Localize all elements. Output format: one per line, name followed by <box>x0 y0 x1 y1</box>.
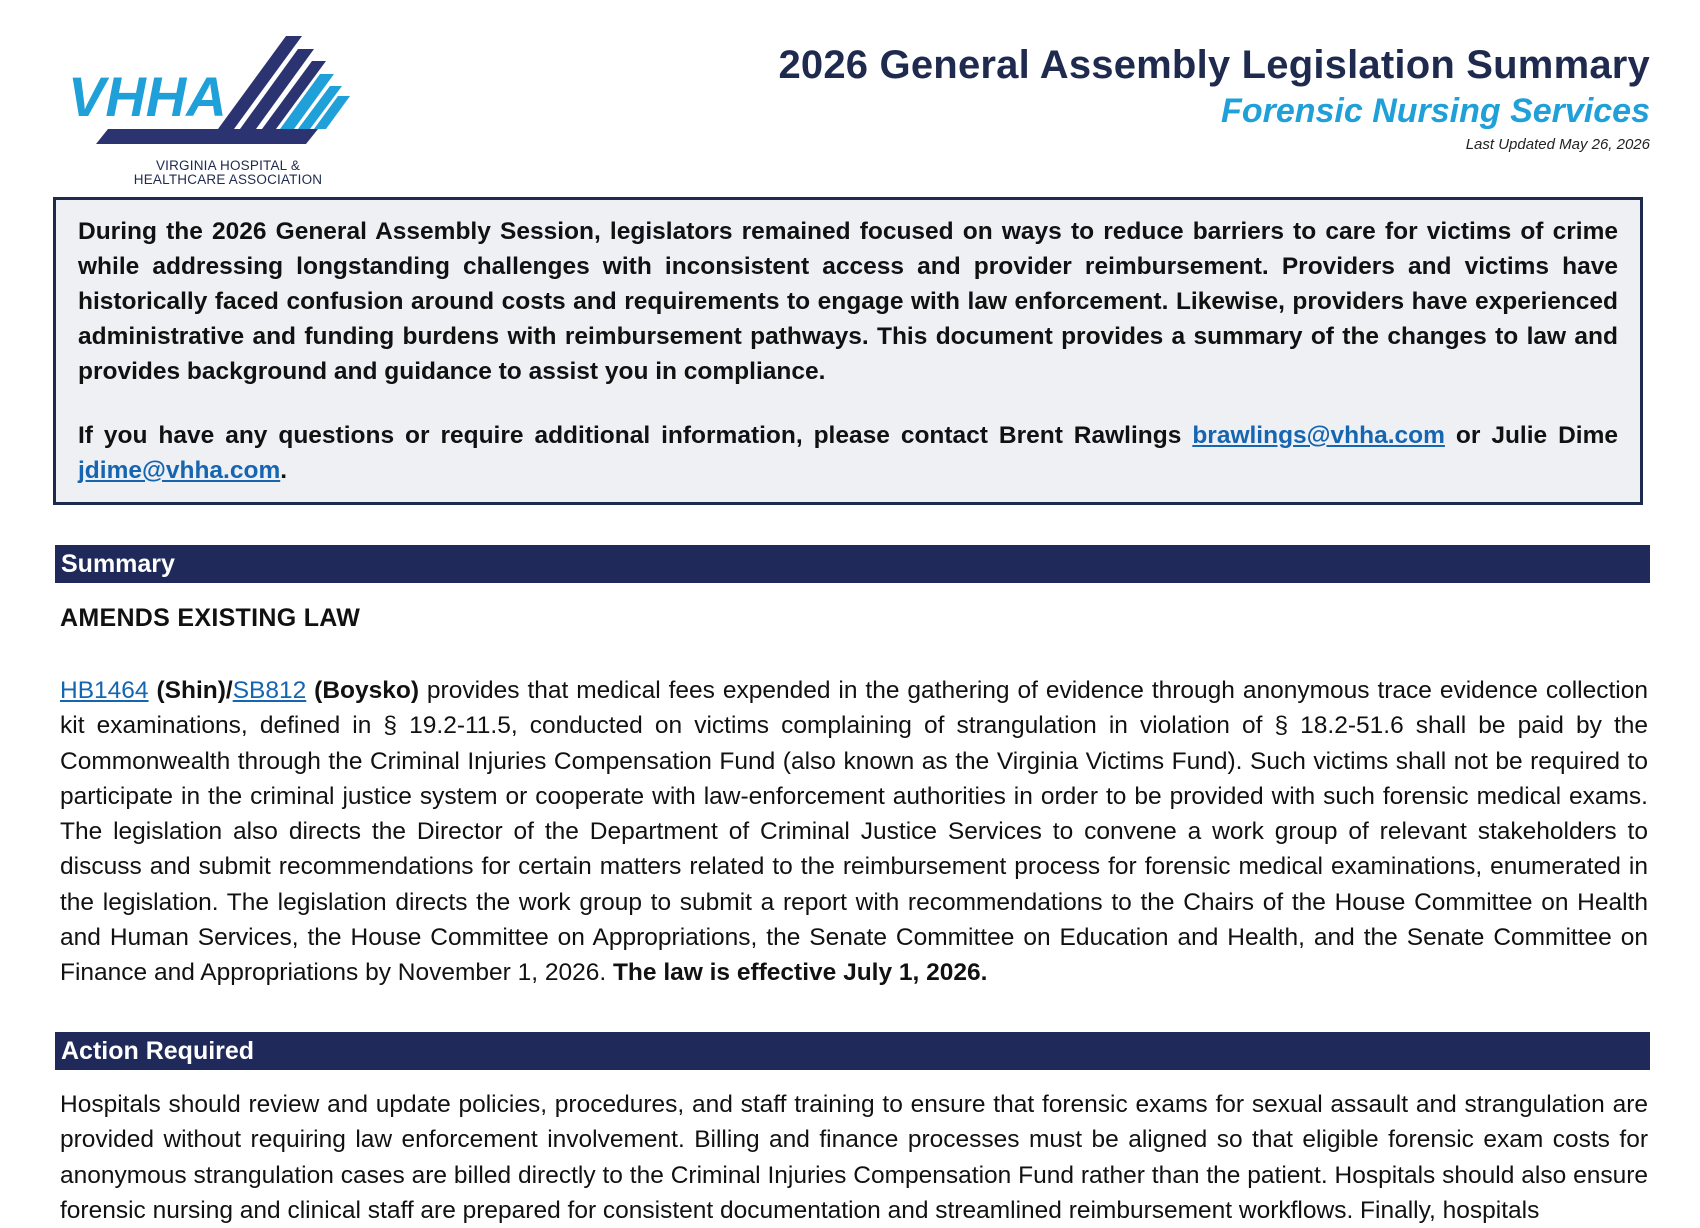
summary-body-text: provides that medical fees expended in the gathering of evidence through anonymous trace evidence collection kit examinations, defined in § 19.2-11.5, conducted on victims complaining of strangulation in violation of § 18.2-51.6 shall be paid by the Commonwealth through the Criminal Injuries Compensation Fund (also known as the Virginia Victims Fund). Such victims shall not be required to participate in the criminal justice system or cooperate with law-enforcement authorities in order to be provided with such forensic medical exams. The legislation also directs the Director of the Department of Criminal Justice Services to convene a work group of relevant stakeholders to discuss and submit recommendations for certain matters related to the reimbursement process for forensic medical examinations, enumerated in the legislation. The legislation directs the work group to submit a report with recommendations to the Chairs of the House Committee on Health and Human Services, the House Committee on Appropriations, the Senate Committee on Education and Health, and the Senate Committee on Finance and Appropriations by November 1, 2026. <box>60 677 1648 987</box>
email-link-brawlings[interactable]: brawlings@vhha.com <box>1192 422 1445 449</box>
section-header-summary: Summary <box>55 545 1650 583</box>
summary-subheading: AMENDS EXISTING LAW <box>60 604 361 632</box>
last-updated: Last Updated May 26, 2026 <box>1465 136 1650 153</box>
section-header-action-required: Action Required <box>55 1032 1650 1070</box>
contact-paragraph <box>78 418 1618 488</box>
email-link-jdime[interactable]: jdime@vhha.com <box>78 457 281 484</box>
vhha-logo-graphic <box>68 34 368 164</box>
bill2-sponsor: (Boysko) <box>306 677 419 704</box>
summary-body <box>60 673 1648 991</box>
effective-date: The law is effective July 1, 2026. <box>612 959 988 987</box>
action-body: Hospitals should review and update policies, procedures, and staff training to ensure that forensic exams for sexual assault and strangulation are provided without requiring law enforcement involvement. Billing and finance processes must be aligned so that eligible forensic exam costs for anonymous strangulation cases are billed directly to the Criminal Injuries Compensation Fund rather than the patient. Hospitals should also ensure forensic nursing and clinical staff are prepared for consistent documentation and streamlined reimbursement workflows. Finally, hospitals <box>60 1091 1648 1224</box>
intro-box <box>53 197 1643 505</box>
intro-paragraph: During the 2026 General Assembly Session, legislators remained focused on ways to reduce barriers to care for victims of crime while addressing longstanding challenges with inconsistent access and provider reimbursement. Providers and victims have historically faced confusion around costs and requirements to engage with law enforcement. Likewise, providers have experienced administrative and funding burdens with reimbursement pathways. This document provides a summary of the changes to law and provides background and guidance to assist you in compliance. <box>78 218 1618 385</box>
contact-middle: or Julie Dime <box>1444 422 1618 449</box>
document-title: 2026 General Assembly Legislation Summary <box>778 43 1650 87</box>
header-titles <box>778 40 1650 153</box>
logo-wordmark: VHHA <box>68 65 227 128</box>
logo-subtitle <box>113 159 343 187</box>
vhha-logo <box>68 34 368 194</box>
logo-subtitle-line2: HEALTHCARE ASSOCIATION <box>133 172 323 187</box>
bill-link-sb812[interactable]: SB812 <box>232 677 307 704</box>
bill-link-hb1464[interactable]: HB1464 <box>60 677 149 704</box>
contact-suffix: . <box>280 457 288 484</box>
contact-prefix: If you have any questions or require additional information, please contact Brent Rawlings <box>78 422 1193 449</box>
logo-bar <box>96 129 318 144</box>
bill1-sponsor: (Shin)/ <box>148 677 233 704</box>
logo-subtitle-line1: VIRGINIA HOSPITAL & <box>155 158 301 173</box>
document-subtitle: Forensic Nursing Services <box>1221 92 1650 130</box>
